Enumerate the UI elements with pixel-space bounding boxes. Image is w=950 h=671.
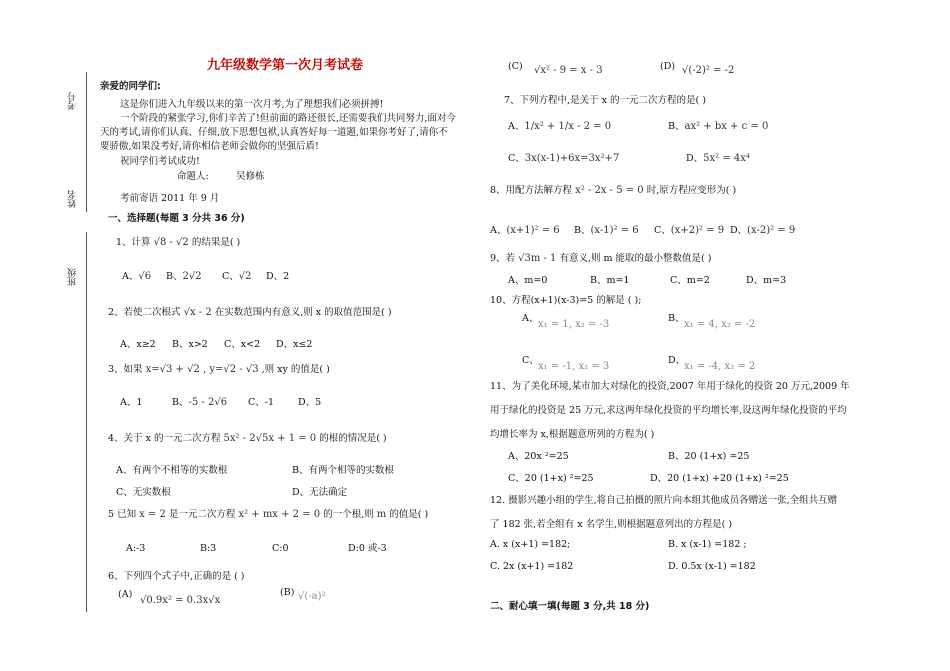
question-stem: 均增长率为 x,根据题意所列的方程为( ) (490, 429, 655, 440)
question-stem: 4、关于 x 的一元二次方程 5x² - 2√5x + 1 = 0 的根的情况是( ) (108, 433, 387, 444)
option-a: A、√6 (122, 271, 152, 282)
setter-label: 命题人: (177, 171, 209, 182)
math-expression: m (376, 509, 387, 520)
question-stem: 12. 摄影兴趣小组的学生,将自己拍摄的照片向本组其他成员各赠送一张,全组共互赠 (490, 495, 838, 506)
option-d: D:0 或-3 (348, 543, 387, 554)
math-expression: √(-a)² (298, 591, 326, 602)
math-expression: x₁ = -4, x₂ = 2 (684, 361, 756, 372)
page-title: 九年级数学第一次月考试卷 (207, 58, 364, 73)
option-c: (C) (508, 61, 523, 72)
binding-line (86, 72, 87, 212)
class-label: 班级 (68, 268, 78, 286)
option-a: A、有两个不相等的实数根 (116, 465, 228, 476)
math-expression: 5x² - 2√5x + 1 = 0 (223, 433, 317, 444)
intro-line: 天的考试,请你们认真、仔细,放下思想包袱,认真答好每一道题,如果你考好了,请你不 (100, 127, 448, 138)
question-stem: 9、若 √3m - 1 有意义,则 m 能取的最小整数值是( ) (490, 253, 712, 264)
option-a: A、1 (120, 397, 143, 408)
option-b: B、 (668, 313, 685, 324)
option-b: B、20 (1+x) =25 (668, 451, 750, 462)
intro-line: 祝同学们考试成功! (120, 156, 200, 167)
math-expression: x = 2 (139, 509, 166, 520)
setter-name: 吴修栋 (236, 171, 265, 182)
option-d: D、m=3 (746, 275, 787, 286)
math-expression: x₁ = 4, x₂ = -2 (684, 319, 756, 330)
option-a: A. x (x+1) =182; (490, 539, 571, 550)
option-a: A、(x+1)² = 6 (490, 225, 560, 236)
math-expression: √3m - 1 (518, 253, 557, 264)
question-stem: 用于绿化的投资是 25 万元,求这两年绿化投资的平均增长率,设这两年绿化投资的平均 (490, 405, 847, 416)
option-a: (A) (118, 589, 133, 600)
intro-line: 这是你们进入九年级以来的第一次月考,为了理想我们必须拼搏! (120, 99, 384, 110)
option-c: C、20 (1+x) ²=25 (508, 473, 594, 484)
question-stem: 6、下列四个式子中,正确的是 ( ) (108, 571, 245, 582)
option-c: C、无实数根 (116, 487, 171, 498)
question-stem: 3、如果 x=√3 + √2 , y=√2 - √3 ,则 xy 的值是( ) (108, 364, 330, 375)
option-d: D、 (668, 355, 686, 366)
math-expression: √(-2)² = -2 (682, 65, 735, 76)
option-c: C、(x+2)² = 9 (654, 225, 725, 236)
option-c: C、 (522, 355, 539, 366)
option-b: (B) (280, 587, 295, 598)
option-c: C、3x(x-1)+6x=3x²+7 (508, 153, 620, 164)
pre-exam-note: 考前寄语 2011 年 9 月 (120, 193, 220, 204)
option-b: B、(x-1)² = 6 (574, 225, 639, 236)
option-c: C、x<2 (224, 339, 261, 350)
option-c: C、√2 (222, 271, 252, 282)
section-heading: 二、耐心填一填(每题 3 分,共 18 分) (490, 601, 650, 612)
math-expression: √0.9x² = 0.3x√x (140, 595, 221, 606)
binding-line (86, 232, 87, 612)
option-b: B、2√2 (166, 271, 202, 282)
intro-line: 一个阶段的紧张学习,你们辛苦了!但前面的路还很长,还需要我们共同努力,面对今 (120, 113, 456, 124)
option-a: A、x≥2 (120, 339, 156, 350)
option-d: D、5x² = 4x⁴ (686, 153, 750, 164)
question-stem: 11、为了美化环境,某市加大对绿化的投资,2007 年用于绿化的投资 20 万元,2009 年 (490, 381, 850, 392)
greeting: 亲爱的同学们: (100, 81, 161, 92)
option-b: B、ax² + bx + c = 0 (668, 121, 769, 132)
option-d: D、2 (266, 271, 290, 282)
question-stem: 了 182 张,若全组有 x 名学生,则根据题意列出的方程是( ) (490, 519, 733, 530)
math-expression: x² + mx + 2 = 0 (238, 509, 321, 520)
option-c: C、-1 (248, 397, 275, 408)
option-c: C:0 (272, 543, 289, 554)
option-b: B、x>2 (172, 339, 208, 350)
option-a: A、 (522, 313, 539, 324)
option-d: D、(x-2)² = 9 (730, 225, 796, 236)
option-d: D、x≤2 (276, 339, 313, 350)
name-label: 姓名 (68, 190, 78, 208)
question-stem: 5 已知 x = 2 是一元二次方程 x² + mx + 2 = 0 的一个根,则 m 的值是( ) (108, 509, 429, 520)
math-expression: x₁ = -1, x₂ = 3 (538, 361, 610, 372)
math-expression: √8 - √2 (153, 237, 189, 248)
option-b: B. x (x-1) =182 ; (668, 539, 747, 550)
option-d: (D) (660, 61, 676, 72)
math-expression: √x² - 9 = x - 3 (534, 65, 603, 76)
exam-number-label: 考号 (68, 92, 78, 110)
math-expression: x² - 2x - 5 = 0 (575, 185, 644, 196)
question-stem: 10、方程(x+1)(x-3)=5 的解是 ( ); (490, 295, 642, 306)
option-d: D. 0.5x (x-1) =182 (668, 561, 756, 572)
option-d: D、无法确定 (292, 487, 348, 498)
option-c: C. 2x (x+1) =182 (490, 561, 574, 572)
option-d: D、20 (1+x) +20 (1+x) ²=25 (650, 473, 789, 484)
option-a: A、20x ²=25 (508, 451, 569, 462)
option-a: A、1/x² + 1/x - 2 = 0 (508, 121, 612, 132)
option-a: A、m=0 (508, 275, 548, 286)
math-expression: x₁ = 1, x₂ = -3 (538, 319, 610, 330)
math-expression: x=√3 + √2 , y=√2 - √3 (145, 364, 259, 375)
option-b: B、有两个相等的实数根 (292, 465, 394, 476)
question-stem: 7、下列方程中,是关于 x 的一元二次方程的是( ) (504, 95, 706, 106)
intro-line: 要骄傲,如果没考好,请你相信老师会做你的坚强后盾! (100, 141, 319, 152)
question-stem: 1、计算 √8 - √2 的结果是( ) (116, 237, 241, 248)
option-a: A:-3 (126, 543, 146, 554)
question-stem: 2、若使二次根式 √x - 2 在实数范围内有意义,则 x 的取值范围是( ) (108, 307, 392, 318)
option-b: B、m=1 (590, 275, 630, 286)
question-stem: 8、用配方法解方程 x² - 2x - 5 = 0 时,原方程应变形为( ) (490, 185, 737, 196)
math-expression: √x - 2 (183, 307, 212, 318)
section-heading: 一、选择题(每题 3 分共 36 分) (108, 213, 245, 224)
option-b: B:3 (200, 543, 217, 554)
option-b: B、-5 - 2√6 (172, 397, 228, 408)
option-c: C、m=2 (670, 275, 710, 286)
option-d: D、5 (298, 397, 322, 408)
